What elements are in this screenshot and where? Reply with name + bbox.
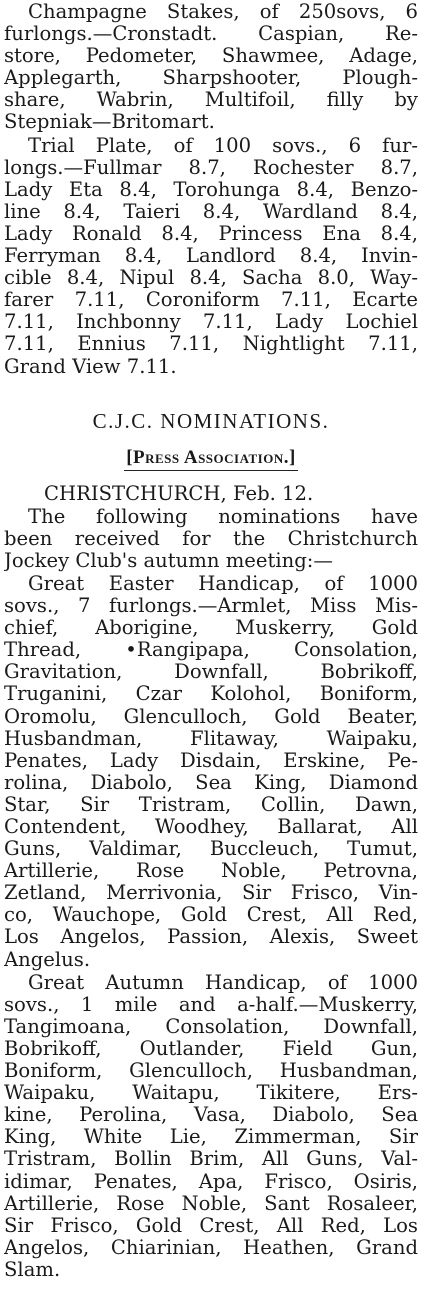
text-line: Gravitation, Downfall, Bobrikoff,	[4, 661, 418, 684]
text-line: Lady Ronald 8.4, Princess Ena 8.4,	[4, 222, 418, 245]
trial-plate-paragraph	[4, 134, 418, 378]
article-heading: C.J.C. NOMINATIONS.	[92, 408, 330, 433]
text-line: sovs., 7 furlongs.—Armlet, Miss Mis-	[4, 595, 418, 618]
great-autumn-handicap-paragraph	[4, 971, 418, 1281]
section-gap	[4, 378, 418, 408]
text-line: Grand View 7.11.	[4, 355, 177, 378]
text-line: rolina, Diabolo, Sea King, Diamond	[4, 771, 418, 794]
text-line: Artillerie, Rose Noble, Sant Rosaleer,	[4, 1192, 418, 1215]
text-line: King, White Lie, Zimmerman, Sir	[4, 1126, 418, 1149]
text-line: Tristram, Bollin Brim, All Guns, Val-	[4, 1148, 418, 1171]
text-line: Penates, Lady Disdain, Erskine, Pe-	[4, 749, 418, 772]
text-line: Great Easter Handicap, of 1000	[28, 572, 418, 595]
text-line: Jockey Club's autumn meeting:—	[4, 549, 333, 572]
text-line: farer 7.11, Coroniform 7.11, Ecarte	[4, 289, 418, 312]
text-line: Applegarth, Sharpshooter, Plough-	[4, 67, 418, 90]
text-line: been received for the Christchurch	[4, 527, 418, 550]
text-line: Waipaku, Waitapu, Tikitere, Ers-	[4, 1082, 418, 1105]
great-easter-handicap-paragraph	[4, 572, 418, 971]
text-line: Guns, Valdimar, Buccleuch, Tumut,	[4, 838, 418, 861]
text-line: Ferryman 8.4, Landlord 8.4, Invin-	[4, 245, 418, 268]
champagne-stakes-paragraph	[4, 0, 418, 134]
text-line: Bobrikoff, Outlander, Field Gun,	[4, 1037, 418, 1060]
text-line: Tangimoana, Consolation, Downfall,	[4, 1015, 418, 1038]
newspaper-column	[4, 0, 418, 1281]
text-line: longs.—Fullmar 8.7, Rochester 8.7,	[4, 156, 418, 179]
text-line: store, Pedometer, Shawmee, Adage,	[4, 45, 418, 68]
text-line: Star, Sir Tristram, Collin, Dawn,	[4, 793, 418, 816]
text-line: Trial Plate, of 100 sovs., 6 fur-	[28, 134, 418, 157]
text-line: Great Autumn Handicap, of 1000	[28, 971, 418, 994]
text-line: Zetland, Merrivonia, Sir Frisco, Vin-	[4, 882, 418, 905]
dateline: CHRISTCHURCH, Feb. 12.	[44, 481, 314, 505]
text-line: Los Angelos, Passion, Alexis, Sweet	[4, 926, 418, 949]
intro-paragraph	[4, 505, 418, 572]
text-line: Truganini, Czar Kolohol, Boniform,	[4, 683, 418, 706]
text-line: The following nominations have	[28, 505, 418, 528]
text-line: Thread, •Rangipapa, Consolation,	[4, 639, 418, 662]
text-line: Stepniak—Britomart.	[4, 111, 215, 134]
text-line: Artillerie, Rose Noble, Petrovna,	[4, 860, 418, 883]
text-line: chief, Aborigine, Muskerry, Gold	[4, 617, 418, 640]
text-line: share, Wabrin, Multifoil, filly by	[4, 89, 418, 112]
text-line: cible 8.4, Nipul 8.4, Sacha 8.0, Way-	[4, 267, 418, 290]
text-line: 7.11, Ennius 7.11, Nightlight 7.11,	[4, 333, 418, 356]
text-line: Oromolu, Glenculloch, Gold Beater,	[4, 705, 418, 728]
text-line: Angelus.	[4, 948, 91, 971]
text-line: Boniform, Glenculloch, Husbandman,	[4, 1060, 418, 1083]
text-line: Slam.	[4, 1258, 61, 1281]
press-association-credit	[4, 446, 418, 471]
text-line: furlongs.—Cronstadt. Caspian, Re-	[4, 23, 418, 46]
text-line: co, Wauchope, Gold Crest, All Red,	[4, 904, 418, 927]
text-line: line 8.4, Taieri 8.4, Wardland 8.4,	[4, 200, 418, 223]
text-line: sovs., 1 mile and a-half.—Muskerry,	[4, 993, 418, 1016]
text-line: Champagne Stakes, of 250sovs, 6	[28, 1, 418, 23]
text-line: 7.11, Inchbonny 7.11, Lady Lochiel	[4, 311, 418, 334]
agency-label: [Press Association.]	[124, 446, 298, 471]
text-line: Contendent, Woodhey, Ballarat, All	[4, 816, 418, 838]
text-line: Sir Frisco, Gold Crest, All Red, Los	[4, 1214, 418, 1237]
text-line: kine, Perolina, Vasa, Diabolo, Sea	[4, 1104, 418, 1127]
text-line: Husbandman, Flitaway, Waipaku,	[4, 727, 418, 750]
text-line: idimar, Penates, Apa, Frisco, Osiris,	[4, 1170, 418, 1193]
text-line: Angelos, Chiarinian, Heathen, Grand	[4, 1236, 418, 1259]
text-line: Lady Eta 8.4, Torohunga 8.4, Benzo-	[4, 178, 418, 201]
